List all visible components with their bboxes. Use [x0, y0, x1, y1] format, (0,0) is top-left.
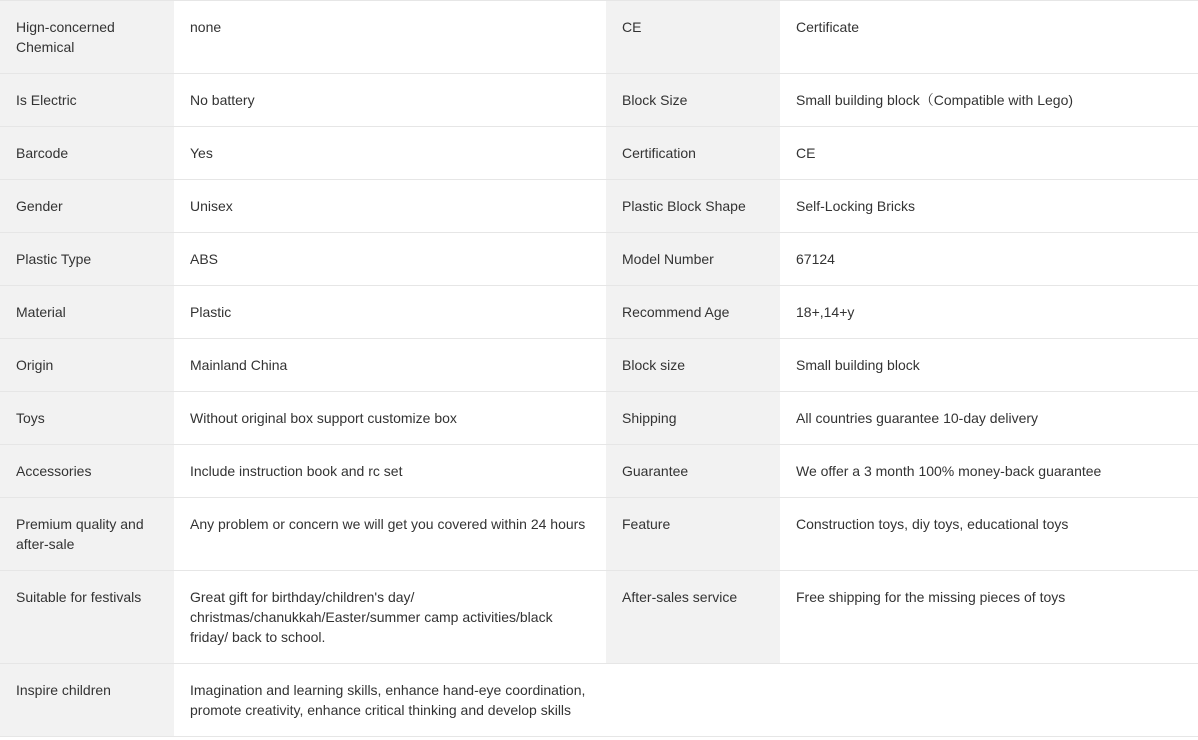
spec-row [0, 127, 1198, 180]
spec-value: 18+,14+y [780, 286, 1198, 339]
spec-key: Suitable for festivals [0, 571, 174, 664]
spec-key: Origin [0, 339, 174, 392]
spec-row [0, 498, 1198, 571]
spec-key: Plastic Type [0, 233, 174, 286]
spec-value: Plastic [174, 286, 606, 339]
spec-key: Toys [0, 392, 174, 445]
spec-row [0, 445, 1198, 498]
spec-empty-cell [606, 664, 780, 737]
spec-row [0, 233, 1198, 286]
spec-key: Barcode [0, 127, 174, 180]
spec-key: Model Number [606, 233, 780, 286]
spec-key: Shipping [606, 392, 780, 445]
spec-value: Small building block（Compatible with Lego) [780, 74, 1198, 127]
spec-value: Yes [174, 127, 606, 180]
spec-row [0, 74, 1198, 127]
spec-row [0, 392, 1198, 445]
spec-value: ABS [174, 233, 606, 286]
spec-key: Recommend Age [606, 286, 780, 339]
spec-value: Imagination and learning skills, enhance hand-eye coordination, promote creativity, enhance critical thinking and develop skills [174, 664, 606, 737]
spec-key: After-sales service [606, 571, 780, 664]
spec-value: Small building block [780, 339, 1198, 392]
spec-row [0, 286, 1198, 339]
spec-table-body [0, 1, 1198, 737]
spec-value: 67124 [780, 233, 1198, 286]
spec-value: All countries guarantee 10-day delivery [780, 392, 1198, 445]
spec-value: Great gift for birthday/children's day/ christmas/chanukkah/Easter/summer camp activities/black friday/ back to school. [174, 571, 606, 664]
spec-key: Block size [606, 339, 780, 392]
spec-key: Gender [0, 180, 174, 233]
spec-value: Construction toys, diy toys, educational toys [780, 498, 1198, 571]
spec-empty-cell [780, 664, 1198, 737]
spec-value: Any problem or concern we will get you covered within 24 hours [174, 498, 606, 571]
spec-row [0, 571, 1198, 664]
spec-row [0, 180, 1198, 233]
spec-key: Block Size [606, 74, 780, 127]
spec-key: Feature [606, 498, 780, 571]
spec-key: Plastic Block Shape [606, 180, 780, 233]
spec-value: No battery [174, 74, 606, 127]
spec-value: CE [780, 127, 1198, 180]
spec-value: none [174, 1, 606, 74]
spec-row [0, 1, 1198, 74]
spec-value: We offer a 3 month 100% money-back guarantee [780, 445, 1198, 498]
spec-key: Premium quality and after-sale [0, 498, 174, 571]
spec-key: Accessories [0, 445, 174, 498]
spec-value: Self-Locking Bricks [780, 180, 1198, 233]
spec-row [0, 339, 1198, 392]
spec-value: Unisex [174, 180, 606, 233]
spec-key: Hign-concerned Chemical [0, 1, 174, 74]
spec-value: Mainland China [174, 339, 606, 392]
spec-key: Certification [606, 127, 780, 180]
spec-row [0, 664, 1198, 737]
spec-value: Free shipping for the missing pieces of toys [780, 571, 1198, 664]
spec-key: CE [606, 1, 780, 74]
spec-value: Without original box support customize box [174, 392, 606, 445]
spec-value: Include instruction book and rc set [174, 445, 606, 498]
spec-value: Certificate [780, 1, 1198, 74]
spec-key: Guarantee [606, 445, 780, 498]
spec-key: Material [0, 286, 174, 339]
spec-key: Inspire children [0, 664, 174, 737]
spec-key: Is Electric [0, 74, 174, 127]
